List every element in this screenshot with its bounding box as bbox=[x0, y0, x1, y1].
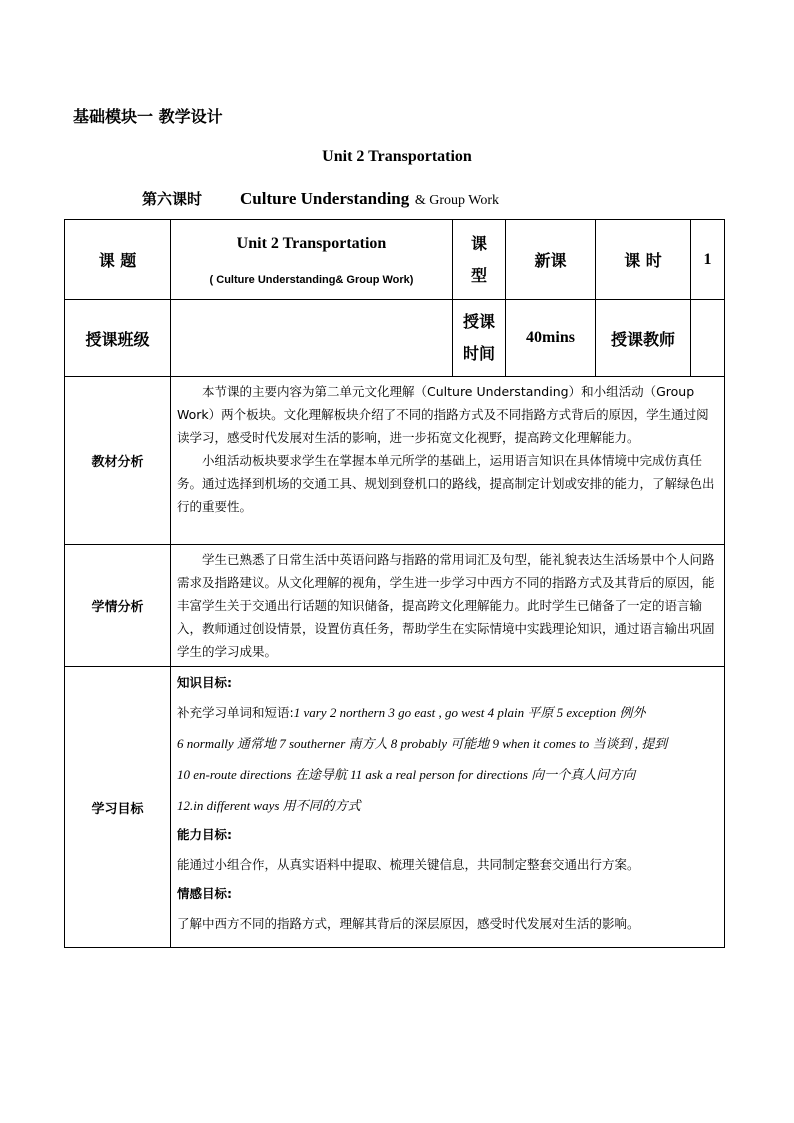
row-class bbox=[65, 300, 725, 377]
ability-text: 能通过小组合作，从真实语料中提取、梳理关键信息，共同制定整套交通出行方案。 bbox=[177, 857, 640, 872]
material-content bbox=[171, 377, 725, 545]
lesson-title: Culture Understanding bbox=[240, 189, 410, 208]
row-material bbox=[65, 377, 725, 545]
teacher-value bbox=[691, 300, 725, 377]
vocab-intro: 补充学习单词和短语: bbox=[177, 705, 294, 720]
material-label: 教材分析 bbox=[65, 377, 171, 545]
material-paragraph-1: 本节课的主要内容为第二单元文化理解（Culture Understanding）和小组活动（Group Work）两个板块。文化理解板块介绍了不同的指路方式及不同指路方式背后的原因，学生通过阅读学习，感受时代发展对生活的影响，进一步拓宽文化视野，提高跨文化理解能力。 bbox=[177, 384, 709, 445]
goals-content bbox=[171, 667, 725, 948]
unit-title: Unit 2 Transportation bbox=[322, 148, 472, 165]
time-label bbox=[453, 300, 506, 377]
teacher-label: 授课教师 bbox=[596, 300, 691, 377]
type-label-line-1: 课 bbox=[470, 233, 487, 253]
class-label: 授课班级 bbox=[65, 300, 171, 377]
ability-heading: 能力目标: bbox=[177, 827, 232, 842]
vocab-line-2: 6 normally 通常地 7 southerner 南方人 8 probably 可能地 9 when it comes to 当谈到 , 提到 bbox=[177, 736, 668, 751]
time-label-line-1: 授课 bbox=[462, 312, 495, 331]
learner-content bbox=[171, 545, 725, 667]
knowledge-heading: 知识目标: bbox=[177, 675, 232, 690]
topic-sub: ( Culture Understanding& Group Work) bbox=[209, 273, 414, 286]
time-value: 40mins bbox=[506, 300, 596, 377]
lesson-plan-table bbox=[64, 219, 725, 948]
lesson-number: 第六课时 bbox=[142, 190, 203, 208]
lesson-line bbox=[142, 188, 499, 209]
type-value: 新课 bbox=[506, 220, 596, 300]
vocab-row-1 bbox=[177, 697, 718, 728]
topic-main: Unit 2 Transportation bbox=[236, 234, 387, 252]
vocab-line-4: 12.in different ways 用不同的方式 bbox=[177, 798, 361, 813]
learner-label: 学情分析 bbox=[65, 545, 171, 667]
topic-label: 课 题 bbox=[65, 220, 171, 300]
topic-cell bbox=[171, 220, 453, 300]
row-learner bbox=[65, 545, 725, 667]
emotion-text: 了解中西方不同的指路方式，理解其背后的深层原因，感受时代发展对生活的影响。 bbox=[177, 916, 640, 931]
row-goals bbox=[65, 667, 725, 948]
class-value bbox=[171, 300, 453, 377]
learner-paragraph: 学生已熟悉了日常生活中英语问路与指路的常用词汇及句型，能礼貌表达生活场景中个人问路需求及指路建议。从文化理解的视角，学生进一步学习中西方不同的指路方式及其背后的原因，能丰富学生关于交通出行话题的知识储备，提高跨文化理解能力。此时学生已储备了一定的语言输入，教师通过创设情景，设置仿真任务，帮助学生在实际情境中实践理论知识，通过语言输出巩固学生的学习成果。 bbox=[177, 552, 715, 659]
goals-label: 学习目标 bbox=[65, 667, 171, 948]
module-title: 基础模块一 教学设计 bbox=[73, 107, 223, 126]
vocab-line-1: 1 vary 2 northern 3 go east , go west 4 plain 平原 5 exception 例外 bbox=[293, 705, 646, 720]
periods-value: 1 bbox=[691, 220, 725, 300]
type-label-line-2: 型 bbox=[470, 265, 487, 285]
type-label bbox=[453, 220, 506, 300]
time-label-line-2: 时间 bbox=[462, 344, 495, 363]
material-paragraph-2: 小组活动板块要求学生在掌握本单元所学的基础上，运用语言知识在具体情境中完成仿真任务。通过选择到机场的交通工具、规划到登机口的路线，提高制定计划或安排的能力，了解绿色出行的重要性。 bbox=[177, 453, 715, 514]
lesson-suffix: & Group Work bbox=[414, 193, 500, 208]
vocab-line-3: 10 en-route directions 在途导航 11 ask a real person for directions 向一个真人问方向 bbox=[177, 767, 636, 782]
periods-label: 课 时 bbox=[596, 220, 691, 300]
row-topic bbox=[65, 220, 725, 300]
emotion-heading: 情感目标: bbox=[177, 886, 232, 901]
